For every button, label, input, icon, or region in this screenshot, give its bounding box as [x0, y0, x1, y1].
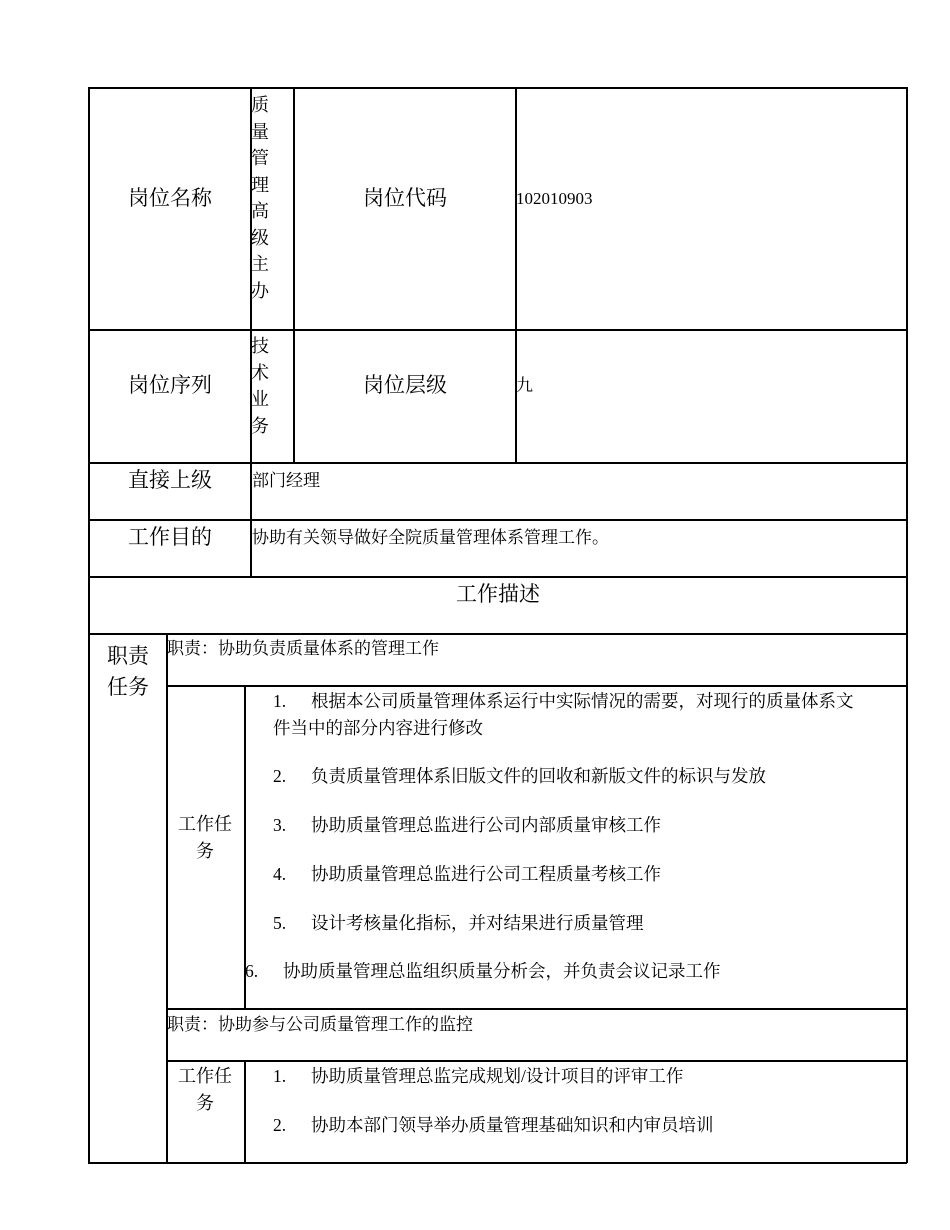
task-text: 设计考核量化指标，并对结果进行质量管理: [311, 913, 644, 933]
row-line: [88, 329, 907, 331]
row-line: [166, 1060, 907, 1062]
row-line: [166, 1008, 907, 1010]
position-code-value: 102010903: [516, 189, 593, 208]
row-line: [88, 633, 907, 635]
supervisor-label: 直接上级: [128, 468, 212, 492]
position-sequence-label: 岗位序列: [128, 373, 212, 397]
position-level-value: 九: [516, 376, 533, 395]
purpose-label: 工作目的: [128, 525, 212, 549]
duty-label-line1: 职责: [107, 644, 149, 668]
duty-task-label: [90, 641, 166, 703]
task-text: 协助本部门领导举办质量管理基础知识和内审员培训: [311, 1115, 714, 1135]
task-num: 6.: [245, 961, 259, 981]
purpose-value: 协助有关领导做好全院质量管理体系管理工作。: [252, 528, 609, 547]
task-text-continued: 件当中的部分内容进行修改: [273, 718, 483, 738]
position-sequence-value: [251, 333, 271, 439]
row-line: [88, 87, 907, 89]
row-line: [88, 1162, 907, 1164]
row-line: [88, 519, 907, 521]
task-item-2-1: [273, 1063, 683, 1090]
col-line: [293, 87, 295, 463]
position-name-label: 岗位名称: [128, 186, 212, 210]
task-item-1-4: [273, 861, 661, 888]
duty-heading-1: 职责：协助负责质量体系的管理工作: [167, 639, 439, 658]
task-item-1-2: [273, 763, 766, 790]
task-num: 1.: [273, 1066, 287, 1086]
task-text: 负责质量管理体系旧版文件的回收和新版文件的标识与发放: [311, 766, 766, 786]
row-line: [88, 462, 907, 464]
task-label-line2: 务: [196, 841, 214, 861]
task-text: 根据本公司质量管理体系运行中实际情况的需要，对现行的质量体系文: [311, 691, 854, 711]
col-line: [515, 87, 517, 463]
col-line: [906, 87, 908, 1163]
task-num: 4.: [273, 864, 287, 884]
supervisor-value: 部门经理: [252, 471, 320, 490]
position-level-label: 岗位层级: [363, 373, 447, 397]
row-line: [166, 685, 907, 687]
task-label-line1: 工作任: [178, 1066, 232, 1086]
duty-label-line2: 任务: [107, 675, 149, 699]
col-line: [244, 1060, 246, 1163]
task-item-1-6: [245, 958, 721, 985]
task-num: 1.: [273, 691, 287, 711]
task-text: 协助质量管理总监组织质量分析会，并负责会议记录工作: [283, 961, 721, 981]
task-num: 2.: [273, 766, 287, 786]
task-text: 协助质量管理总监进行公司内部质量审核工作: [311, 815, 661, 835]
task-label-line2: 务: [196, 1093, 214, 1113]
task-label-line1: 工作任: [178, 814, 232, 834]
col-line: [88, 87, 90, 1163]
task-label-2: [166, 1063, 244, 1117]
position-name-value: [251, 92, 271, 304]
position-name-text: 质量管理高级主办: [251, 95, 269, 301]
task-item-1-1: [273, 688, 893, 742]
task-item-2-2: [273, 1112, 714, 1139]
task-num: 2.: [273, 1115, 287, 1135]
row-line: [88, 576, 907, 578]
task-num: 3.: [273, 815, 287, 835]
task-text: 协助质量管理总监进行公司工程质量考核工作: [311, 864, 661, 884]
position-sequence-text: 技术业务: [251, 336, 269, 436]
task-label-1: [166, 811, 244, 865]
description-title: 工作描述: [456, 582, 540, 606]
task-item-1-3: [273, 812, 661, 839]
position-code-label: 岗位代码: [363, 186, 447, 210]
task-item-1-5: [273, 910, 644, 937]
task-num: 5.: [273, 913, 287, 933]
task-text: 协助质量管理总监完成规划/设计项目的评审工作: [311, 1066, 684, 1086]
duty-heading-2: 职责：协助参与公司质量管理工作的监控: [167, 1015, 473, 1034]
